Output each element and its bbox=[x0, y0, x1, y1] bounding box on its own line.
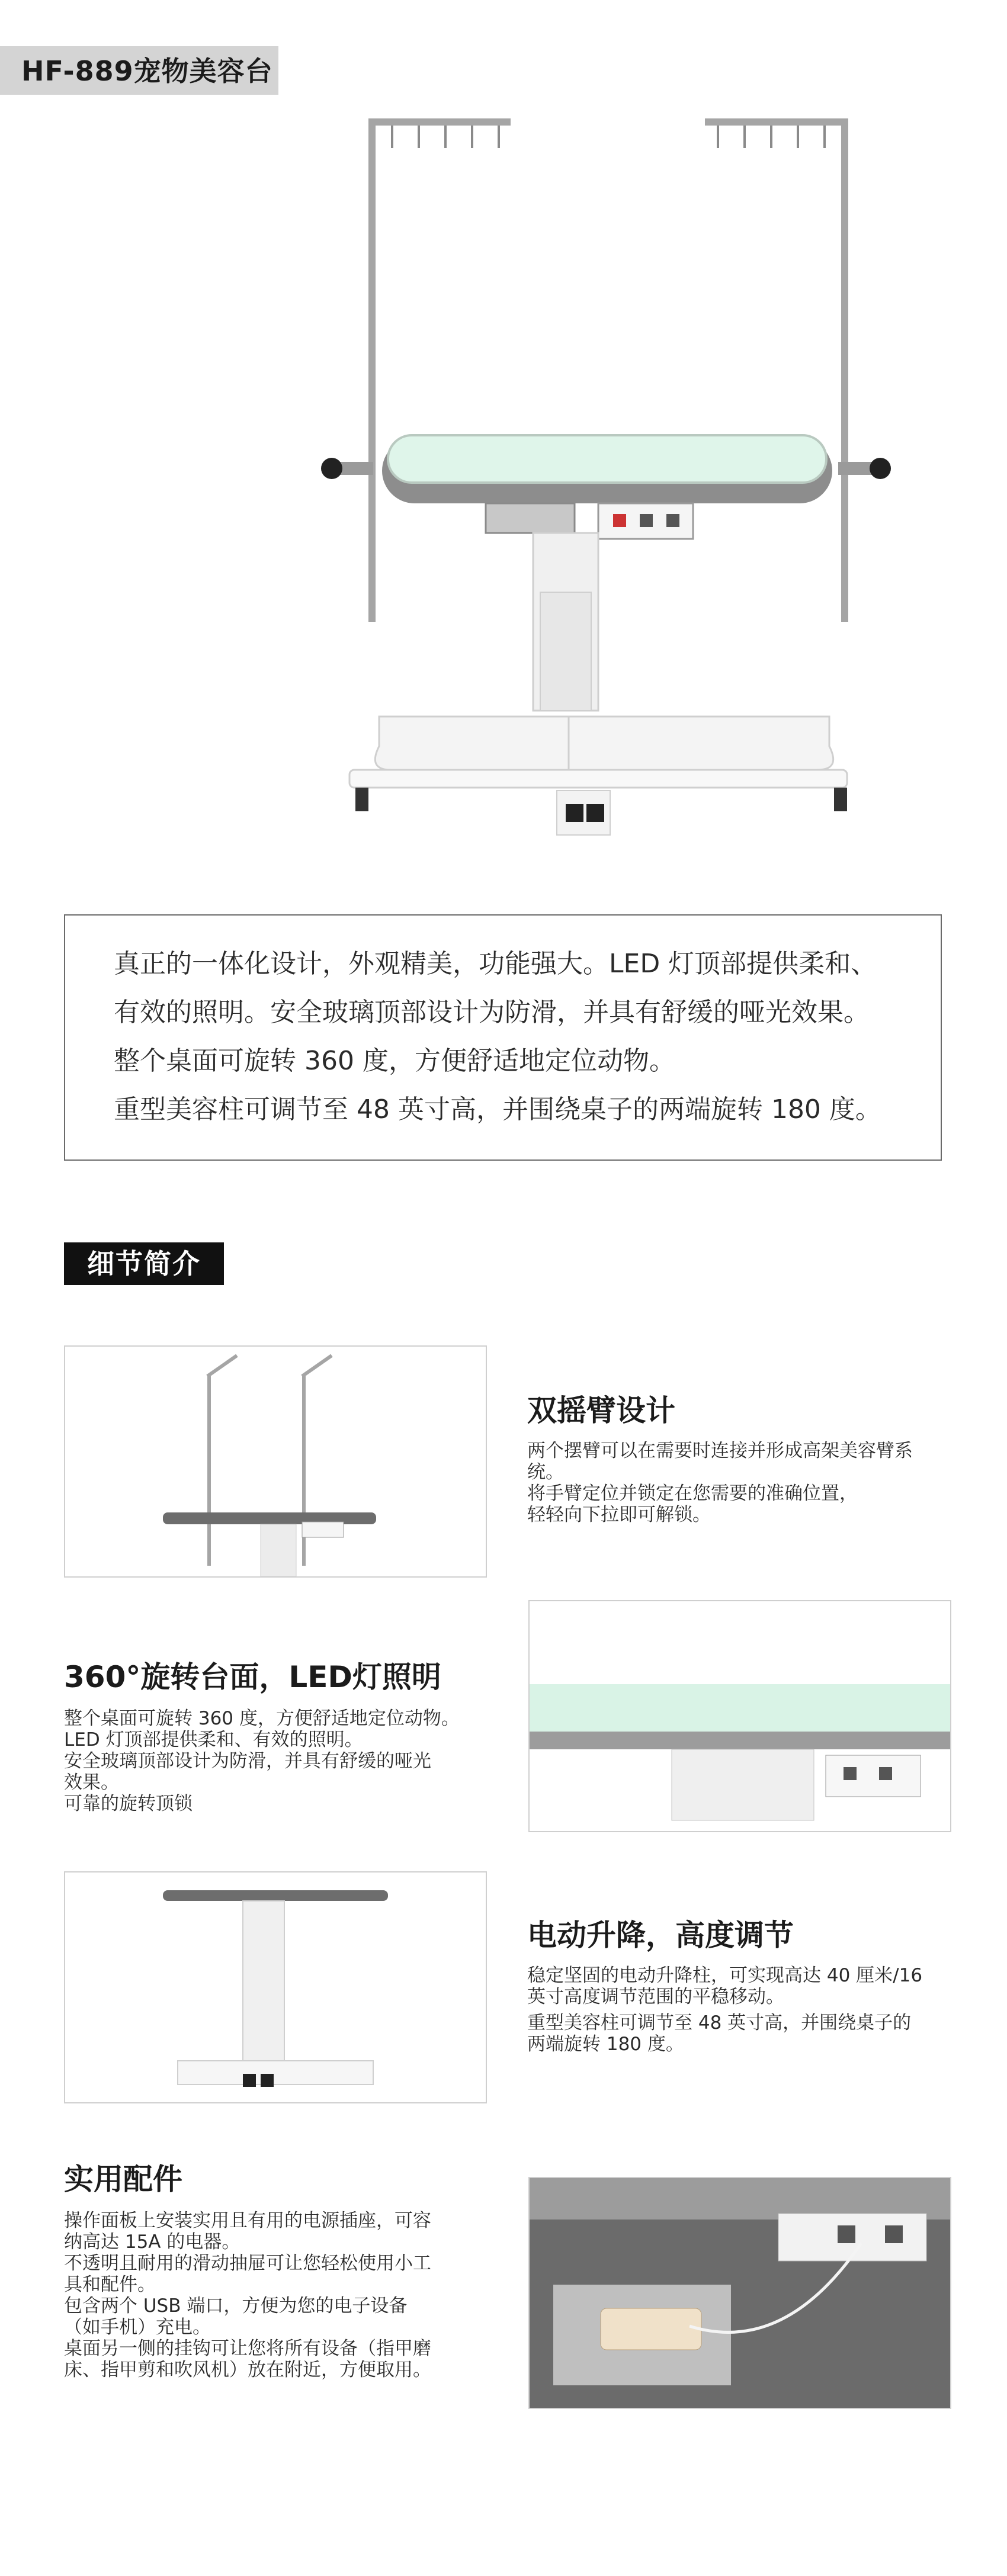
intro-line: 重型美容柱可调节至 48 英寸高，并围绕桌子的两端旋转 180 度。 bbox=[114, 1094, 881, 1125]
feature-line: 操作面板上安装实用且有用的电源插座，可容 bbox=[64, 2210, 431, 2231]
feature-title: 实用配件 bbox=[64, 2162, 182, 2196]
table-top bbox=[382, 435, 832, 539]
feature-line: LED 灯顶部提供柔和、有效的照明。 bbox=[64, 1729, 363, 1750]
intro-line: 真正的一体化设计，外观精美，功能强大。LED 灯顶部提供柔和、 bbox=[114, 949, 877, 979]
feature-line: 重型美容柱可调节至 48 英寸高，并围绕桌子的 bbox=[527, 2012, 912, 2034]
feature-title: 双摇臂设计 bbox=[527, 1393, 675, 1428]
feature-line: 稳定坚固的电动升降柱，可实现高达 40 厘米/16 bbox=[527, 1965, 923, 1986]
feature-line: 桌面另一侧的挂钩可让您将所有设备（指甲磨 bbox=[64, 2338, 431, 2359]
photo-swing-arms bbox=[64, 1345, 487, 1578]
feature-line: 具和配件。 bbox=[64, 2274, 156, 2295]
feature-line: 不透明且耐用的滑动抽屉可让您轻松使用小工 bbox=[64, 2253, 431, 2274]
feature-title: 电动升降，高度调节 bbox=[527, 1918, 794, 1952]
feature-line: 两端旋转 180 度。 bbox=[527, 2034, 684, 2055]
feature-line: 安全玻璃顶部设计为防滑，并具有舒缓的哑光 bbox=[64, 1750, 431, 1772]
intro-line: 整个桌面可旋转 360 度，方便舒适地定位动物。 bbox=[114, 1046, 675, 1076]
feature-line: 轻轻向下拉即可解锁。 bbox=[527, 1504, 711, 1525]
feature-line: 包含两个 USB 端口，方便为您的电子设备 bbox=[64, 2295, 408, 2317]
feature-line: 效果。 bbox=[64, 1772, 119, 1793]
intro-description-box bbox=[64, 914, 942, 1161]
feature-line: 整个桌面可旋转 360 度，方便舒适地定位动物。 bbox=[64, 1708, 460, 1729]
base bbox=[349, 717, 847, 835]
left-swing-arm bbox=[321, 118, 511, 622]
feature-line: （如手机）充电。 bbox=[64, 2317, 211, 2338]
photo-rotating-top bbox=[528, 1600, 951, 1832]
feature-line: 可靠的旋转顶锁 bbox=[64, 1793, 193, 1814]
photo-electric-lift bbox=[64, 1871, 487, 2103]
right-swing-arm bbox=[705, 118, 891, 622]
hero-product-image bbox=[308, 107, 900, 853]
feature-title: 360°旋转台面，LED灯照明 bbox=[64, 1660, 441, 1694]
intro-line: 有效的照明。安全玻璃顶部设计为防滑，并具有舒缓的哑光效果。 bbox=[114, 997, 870, 1027]
feature-line: 纳高达 15A 的电器。 bbox=[64, 2231, 240, 2253]
feature-line: 英寸高度调节范围的平稳移动。 bbox=[527, 1986, 784, 2008]
feature-line: 统。 bbox=[527, 1462, 564, 1483]
page-title: HF-889宠物美容台 bbox=[21, 55, 273, 87]
feature-line: 两个摆臂可以在需要时连接并形成高架美容臂系 bbox=[527, 1440, 913, 1462]
section-tag-details: 细节简介 bbox=[64, 1242, 224, 1285]
feature-line: 将手臂定位并锁定在您需要的准确位置， bbox=[527, 1483, 858, 1504]
photo-accessories bbox=[528, 2177, 951, 2409]
lift-column bbox=[533, 533, 598, 711]
feature-line: 床、指甲剪和吹风机）放在附近，方便取用。 bbox=[64, 2359, 431, 2381]
